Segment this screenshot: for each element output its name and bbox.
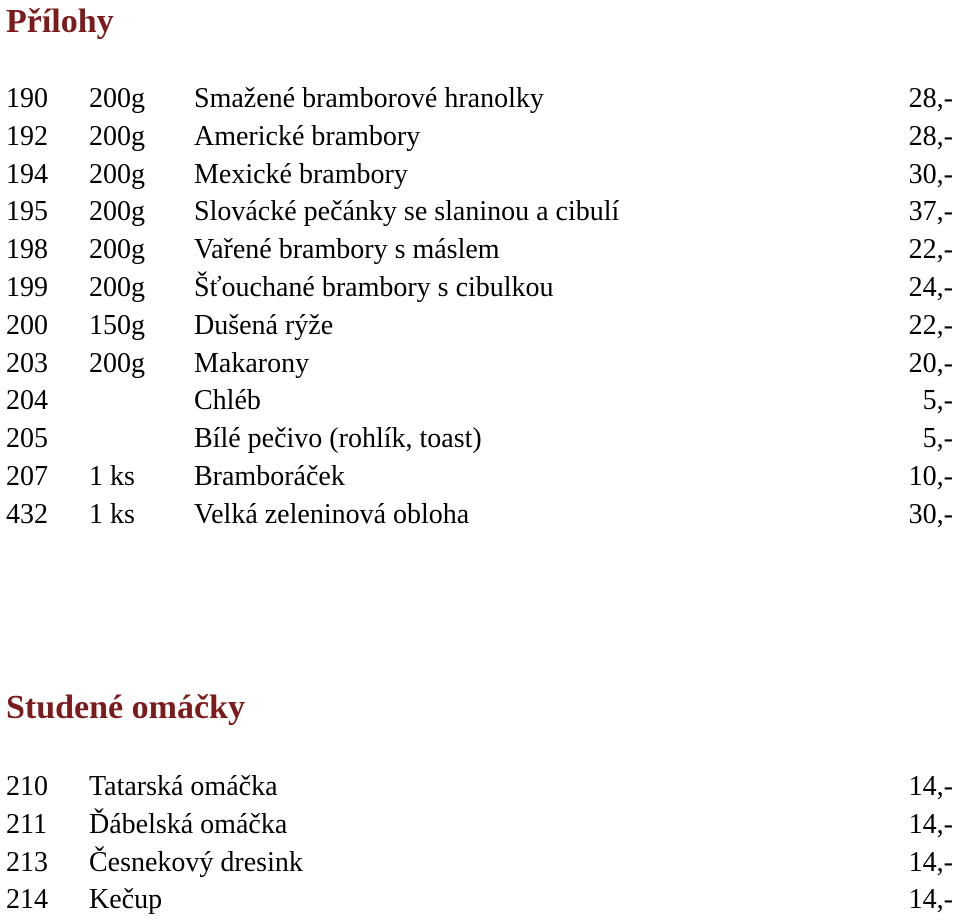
item-price: 20,- (908, 347, 953, 379)
item-price: 37,- (908, 196, 953, 228)
item-code: 205 (6, 423, 48, 455)
item-name: Velká zeleninová obloha (194, 498, 470, 530)
item-code: 200 (6, 309, 48, 341)
item-name: Makarony (194, 347, 310, 379)
item-quantity: 150g (89, 309, 145, 341)
item-quantity: 200g (89, 234, 145, 266)
item-price: 22,- (908, 309, 953, 341)
menu-item (0, 345, 960, 383)
item-code: 199 (6, 271, 48, 303)
item-price: 30,- (908, 158, 953, 190)
item-quantity: 200g (89, 120, 145, 152)
menu-item (0, 269, 960, 307)
item-price: 24,- (908, 271, 953, 303)
item-code: 210 (6, 771, 48, 802)
item-name: Šťouchané brambory s cibulkou (194, 271, 554, 303)
item-price: 5,- (922, 423, 953, 455)
menu-item (0, 458, 960, 496)
item-code: 195 (6, 196, 48, 228)
item-quantity: 200g (89, 196, 145, 228)
item-quantity: 200g (89, 158, 145, 190)
item-quantity: 200g (89, 271, 145, 303)
item-price: 28,- (908, 120, 953, 152)
item-price: 30,- (908, 498, 953, 530)
menu-item (0, 382, 960, 420)
menu-item (0, 844, 960, 882)
item-quantity: 1 ks (89, 460, 135, 492)
item-price: 22,- (908, 234, 953, 266)
section-title-prilohy: Přílohy (6, 3, 114, 40)
item-price: 5,- (922, 385, 953, 417)
item-code: 214 (6, 884, 48, 916)
menu-item (0, 881, 960, 919)
menu-item (0, 118, 960, 156)
item-name: Bramboráček (194, 460, 345, 492)
item-code: 198 (6, 234, 48, 266)
item-name: Kečup (89, 884, 163, 916)
menu-item (0, 496, 960, 534)
item-price: 10,- (908, 460, 953, 492)
item-quantity: 1 ks (89, 498, 135, 530)
item-name: Americké brambory (194, 120, 421, 152)
menu-item (0, 193, 960, 231)
item-code: 432 (6, 498, 48, 530)
menu-item (0, 420, 960, 458)
item-name: Tatarská omáčka (89, 771, 278, 802)
item-name: Smažené bramborové hranolky (194, 83, 544, 114)
item-quantity: 200g (89, 83, 145, 114)
item-code: 203 (6, 347, 48, 379)
item-name: Ďábelská omáčka (89, 808, 288, 840)
menu-item (0, 231, 960, 269)
item-name: Chléb (194, 385, 261, 417)
item-code: 213 (6, 846, 48, 878)
item-code: 192 (6, 120, 48, 152)
item-price: 14,- (908, 846, 953, 878)
menu-item (0, 806, 960, 844)
item-code: 194 (6, 158, 48, 190)
item-code: 211 (6, 808, 47, 840)
menu-item (0, 156, 960, 194)
item-code: 207 (6, 460, 48, 492)
item-price: 14,- (908, 884, 953, 916)
item-name: Dušená rýže (194, 309, 334, 341)
item-price: 14,- (908, 771, 953, 802)
menu-list-studene-omacky (0, 768, 960, 919)
item-price: 28,- (908, 83, 953, 114)
item-code: 204 (6, 385, 48, 417)
menu-item (0, 80, 960, 118)
item-price: 14,- (908, 808, 953, 840)
menu-item (0, 768, 960, 806)
item-code: 190 (6, 83, 48, 114)
item-name: Mexické brambory (194, 158, 408, 190)
item-name: Vařené brambory s máslem (194, 234, 500, 266)
menu-item (0, 307, 960, 345)
item-quantity: 200g (89, 347, 145, 379)
item-name: Česnekový dresink (89, 846, 303, 878)
item-name: Slovácké pečánky se slaninou a cibulí (194, 196, 620, 228)
menu-list-prilohy (0, 80, 960, 534)
section-title-studene-omacky: Studené omáčky (6, 689, 245, 726)
item-name: Bílé pečivo (rohlík, toast) (194, 423, 482, 455)
